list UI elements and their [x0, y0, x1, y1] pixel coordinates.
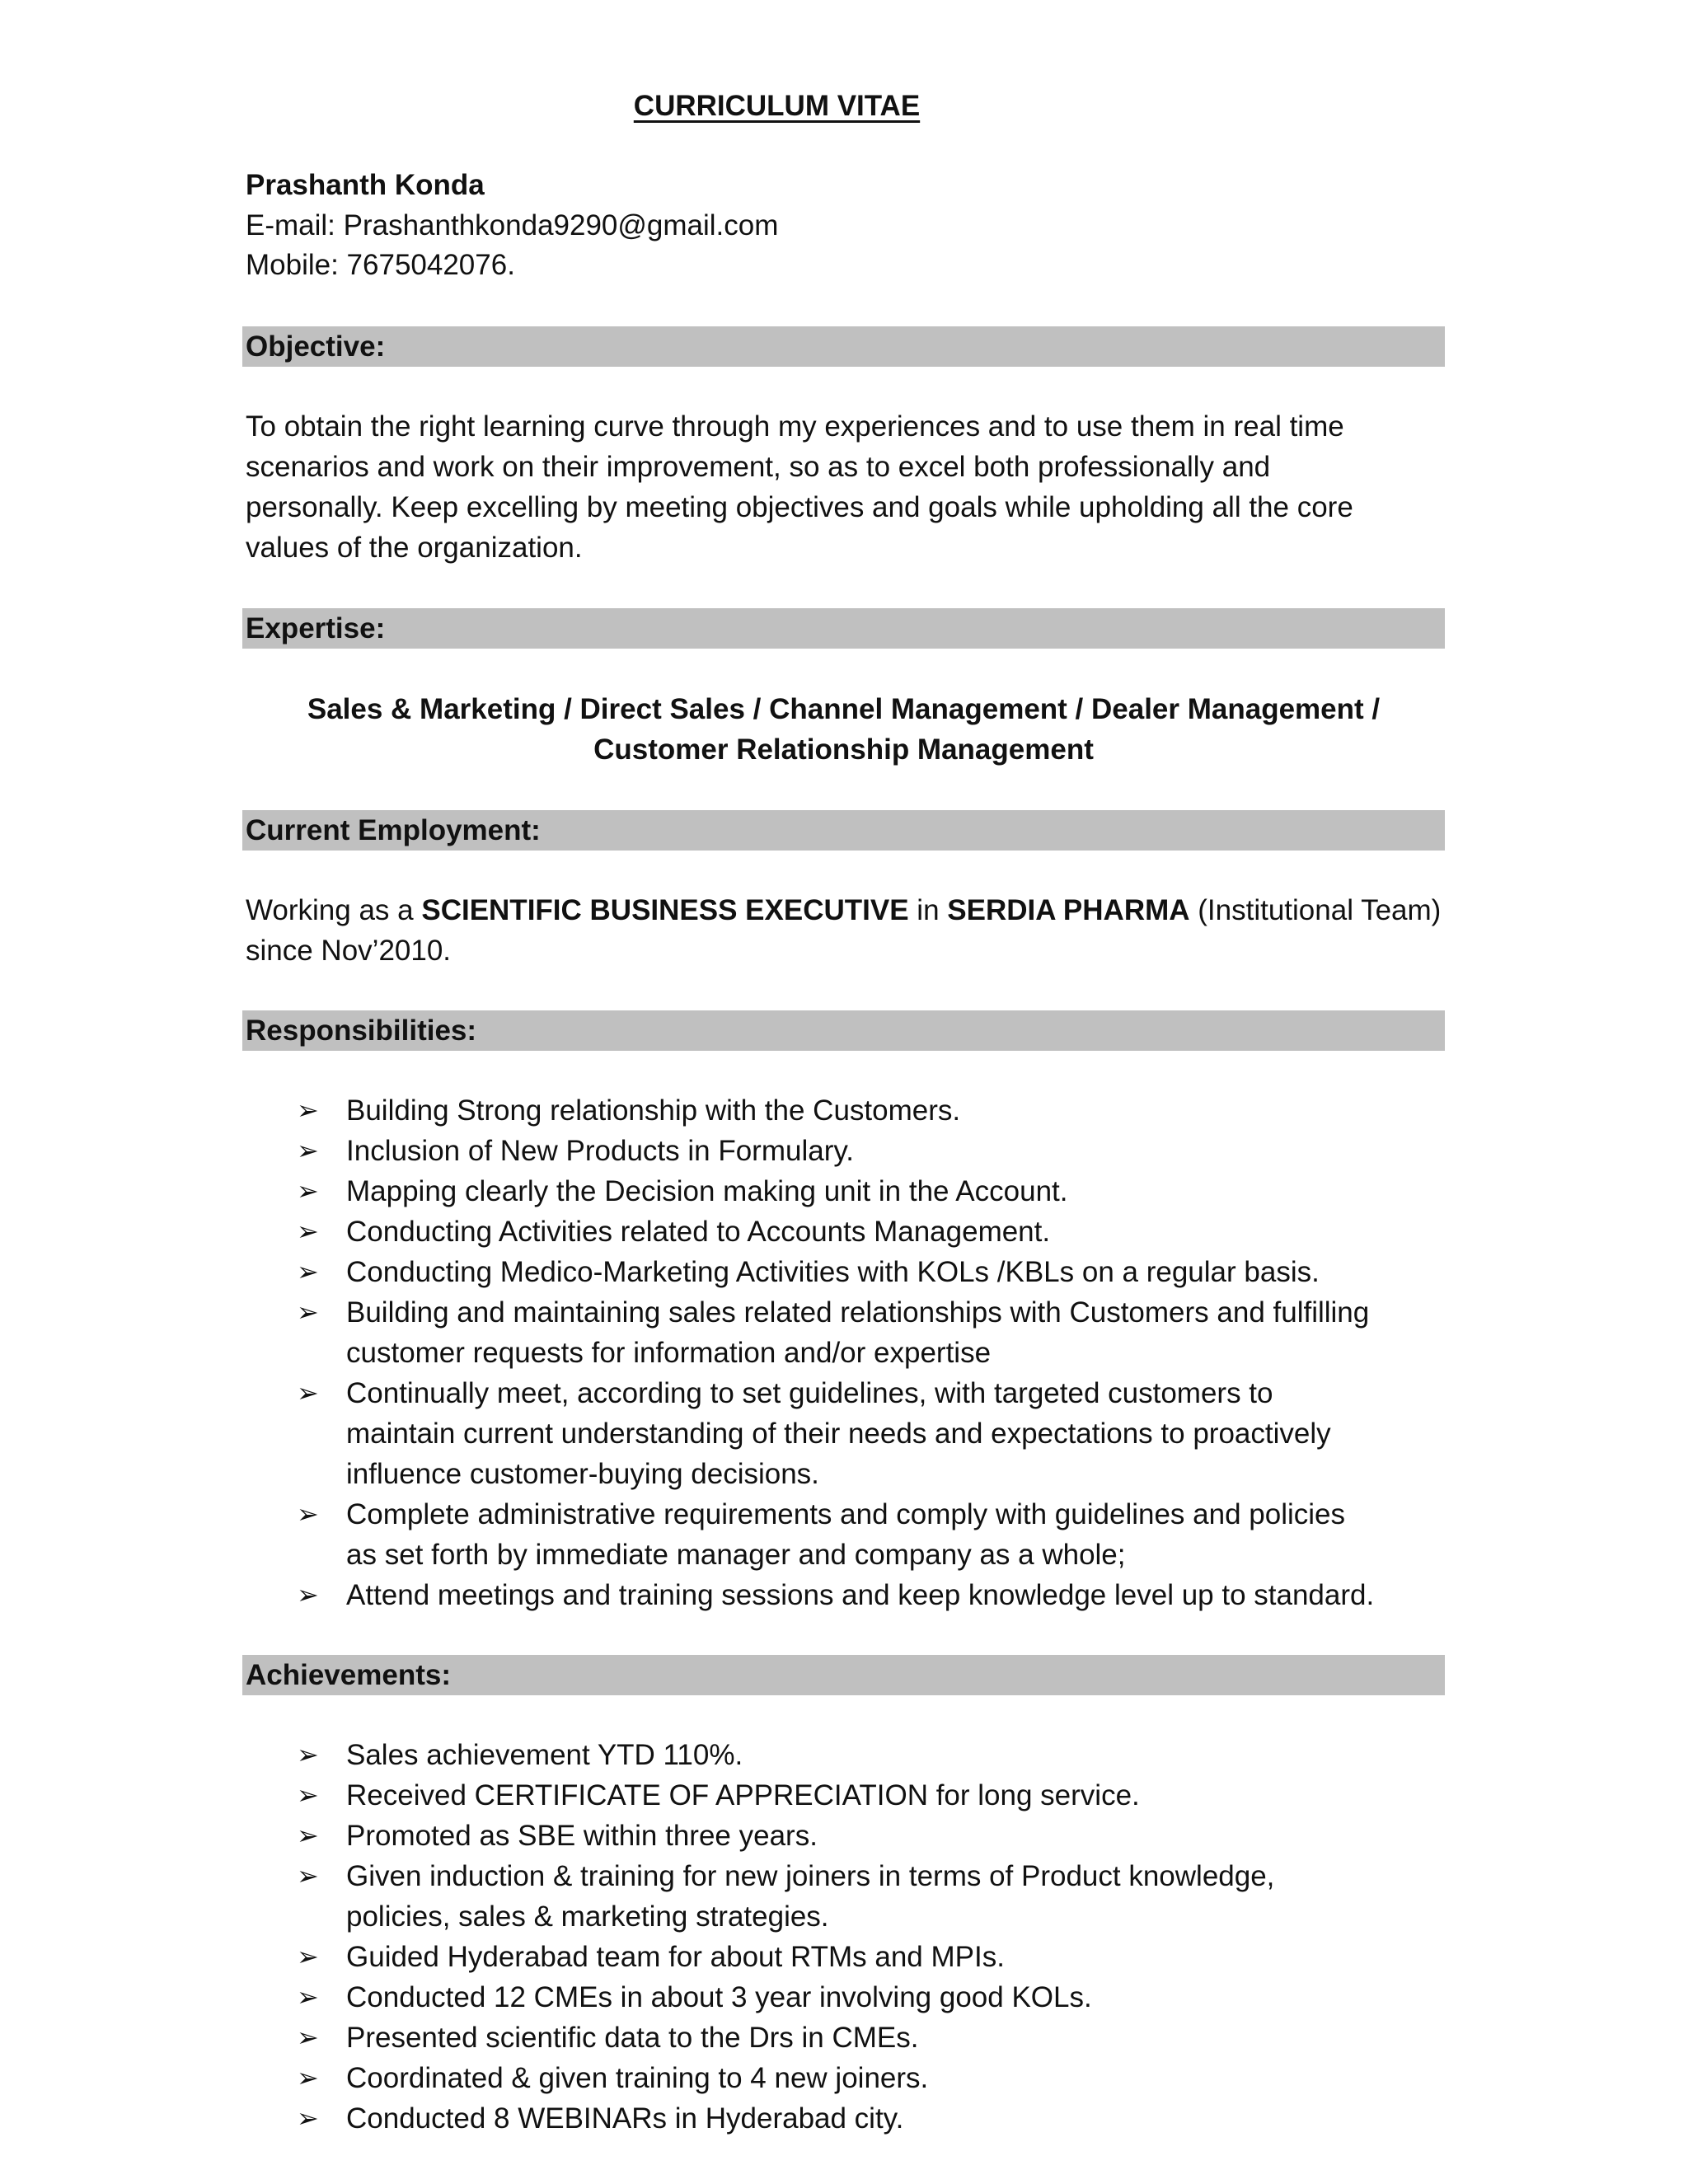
- expertise-heading: Expertise:: [246, 612, 386, 644]
- employment-prefix: Working as a: [246, 894, 422, 926]
- responsibility-text: Attend meetings and training sessions and keep knowledge level up to standard.: [346, 1579, 1375, 1611]
- objective-line-1: To obtain the right learning curve through my experiences and to use them in real time: [246, 410, 1344, 443]
- achievement-text: Presented scientific data to the Drs in CMEs.: [346, 2022, 919, 2054]
- arrow-bullet-icon: ➢: [297, 1820, 319, 1851]
- achievement-text: Guided Hyderabad team for about RTMs and MPIs.: [346, 1941, 1005, 1973]
- arrow-bullet-icon: ➢: [297, 1175, 319, 1207]
- arrow-bullet-icon: ➢: [297, 1739, 319, 1770]
- employment-line: [246, 890, 1441, 930]
- arrow-bullet-icon: ➢: [297, 1377, 319, 1408]
- arrow-bullet-icon: ➢: [297, 1779, 319, 1811]
- arrow-bullet-icon: ➢: [297, 1498, 319, 1530]
- achievements-heading: Achievements:: [246, 1659, 451, 1691]
- responsibility-text: Complete administrative requirements and comply with guidelines and policies as set forth by immediate manager and company as a whole;: [346, 1498, 1345, 1571]
- mobile-line: Mobile: 7675042076.: [246, 249, 515, 281]
- arrow-bullet-icon: ➢: [297, 2102, 319, 2134]
- responsibility-text: Inclusion of New Products in Formulary.: [346, 1135, 854, 1167]
- arrow-bullet-icon: ➢: [297, 1860, 319, 1891]
- achievement-text: Sales achievement YTD 110%.: [346, 1739, 743, 1771]
- arrow-bullet-icon: ➢: [297, 1981, 319, 2013]
- employment-suffix: (Institutional Team): [1189, 894, 1442, 926]
- responsibilities-heading: Responsibilities:: [246, 1015, 477, 1047]
- arrow-bullet-icon: ➢: [297, 1216, 319, 1247]
- objective-section-header: [242, 326, 1445, 367]
- employment-section-header: [242, 810, 1445, 851]
- arrow-bullet-icon: ➢: [297, 1256, 319, 1287]
- arrow-bullet-icon: ➢: [297, 1579, 319, 1610]
- employment-connector: in: [908, 894, 948, 926]
- responsibility-text: Building and maintaining sales related relationships with Customers and fulfilling customer requests for information and/or expertise: [346, 1296, 1370, 1369]
- employment-company: SERDIA PHARMA: [947, 894, 1190, 926]
- arrow-bullet-icon: ➢: [297, 2062, 319, 2093]
- responsibility-text: Conducting Activities related to Accounts Management.: [346, 1216, 1051, 1248]
- employment-heading: Current Employment:: [246, 814, 541, 846]
- arrow-bullet-icon: ➢: [297, 1296, 319, 1328]
- arrow-bullet-icon: ➢: [297, 1135, 319, 1166]
- document-title: [0, 87, 1554, 125]
- candidate-name: Prashanth Konda: [246, 169, 485, 201]
- objective-line-2: scenarios and work on their improvement, so as to excel both professionally and: [246, 451, 1271, 483]
- achievement-text: Conducted 12 CMEs in about 3 year involving good KOLs.: [346, 1981, 1092, 2013]
- arrow-bullet-icon: ➢: [297, 2022, 319, 2053]
- achievements-section-header: [242, 1655, 1445, 1695]
- responsibility-text: Mapping clearly the Decision making unit in the Account.: [346, 1175, 1068, 1207]
- arrow-bullet-icon: ➢: [297, 1941, 319, 1972]
- expertise-line-2: Customer Relationship Management: [593, 733, 1094, 766]
- responsibilities-section-header: [242, 1010, 1445, 1051]
- expertise-section-header: [242, 608, 1445, 649]
- document-title-text: CURRICULUM VITAE: [633, 90, 921, 122]
- objective-line-3: personally. Keep excelling by meeting objectives and goals while upholding all the core: [246, 491, 1353, 523]
- email-line: E-mail: Prashanthkonda9290@gmail.com: [246, 209, 779, 241]
- achievement-text: Given induction & training for new joiners in terms of Product knowledge, policies, sales & marketing strategies.: [346, 1860, 1275, 1933]
- objective-heading: Objective:: [246, 330, 386, 363]
- achievement-text: Received CERTIFICATE OF APPRECIATION for long service.: [346, 1779, 1140, 1811]
- arrow-bullet-icon: ➢: [297, 1094, 319, 1126]
- responsibility-text: Conducting Medico-Marketing Activities with KOLs /KBLs on a regular basis.: [346, 1256, 1320, 1288]
- employment-since: since Nov’2010.: [246, 935, 452, 967]
- achievement-text: Promoted as SBE within three years.: [346, 1820, 818, 1852]
- responsibility-text: Continually meet, according to set guidelines, with targeted customers to maintain current understanding of their needs and expectations to proactively influence customer-buying decisions.: [346, 1377, 1331, 1490]
- achievement-text: Conducted 8 WEBINARs in Hyderabad city.: [346, 2102, 904, 2135]
- responsibility-text: Building Strong relationship with the Customers.: [346, 1094, 961, 1127]
- employment-role: SCIENTIFIC BUSINESS EXECUTIVE: [421, 894, 909, 926]
- objective-line-4: values of the organization.: [246, 532, 583, 564]
- achievement-text: Coordinated & given training to 4 new joiners.: [346, 2062, 929, 2094]
- expertise-line-1: Sales & Marketing / Direct Sales / Channel Management / Dealer Management /: [307, 693, 1381, 725]
